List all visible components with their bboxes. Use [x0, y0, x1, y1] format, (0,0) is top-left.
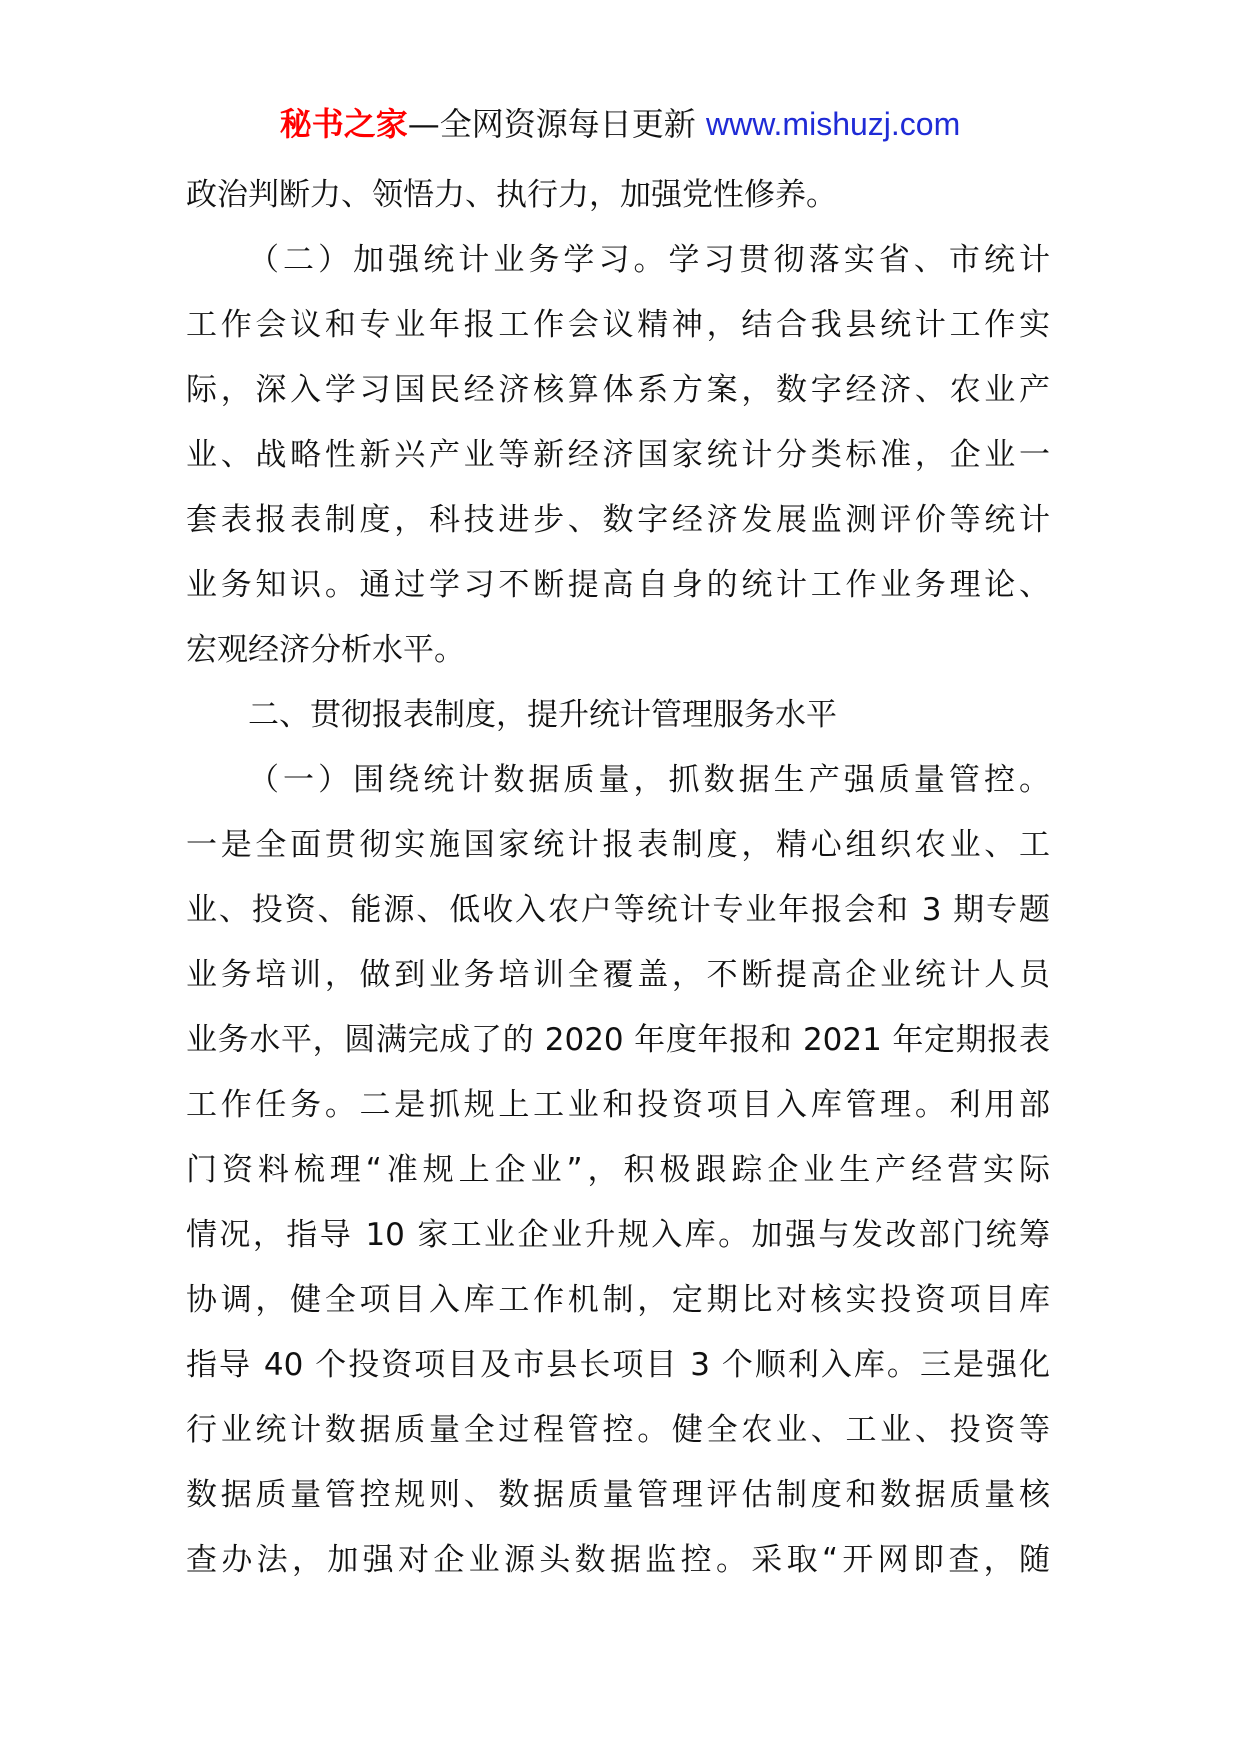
text-line: 门资料梳理“准规上企业”，积极跟踪企业生产经营实际: [186, 1152, 1050, 1188]
text-line: 际，深入学习国民经济核算体系方案，数字经济、农业产: [186, 372, 1050, 408]
text-line: 业、战略性新兴产业等新经济国家统计分类标准，企业一: [186, 437, 1050, 473]
text-line: （一）围绕统计数据质量，抓数据生产强质量管控。: [248, 762, 1050, 798]
text-line: 工作任务。二是抓规上工业和投资项目入库管理。利用部: [186, 1087, 1050, 1123]
text-line: 业务知识。通过学习不断提高自身的统计工作业务理论、: [186, 567, 1050, 603]
text-line: 一是全面贯彻实施国家统计报表制度，精心组织农业、工: [186, 827, 1050, 863]
brand-name: 秘书之家: [279, 105, 408, 143]
text-line: 套表报表制度，科技进步、数字经济发展监测评价等统计: [186, 502, 1050, 538]
text-line: 政治判断力、领悟力、执行力，加强党性修养。: [186, 177, 837, 213]
document-body: [186, 163, 1050, 1593]
text-line: 行业统计数据质量全过程管控。健全农业、工业、投资等: [186, 1412, 1050, 1448]
text-line: 二、贯彻报表制度，提升统计管理服务水平: [248, 697, 837, 733]
header-tagline: —全网资源每日更新: [407, 105, 696, 143]
text-line: 数据质量管控规则、数据质量管理评估制度和数据质量核: [186, 1477, 1050, 1513]
text-line: 协调，健全项目入库工作机制，定期比对核实投资项目库: [186, 1282, 1050, 1318]
text-line: 业务培训，做到业务培训全覆盖，不断提高企业统计人员: [186, 957, 1050, 993]
text-line: 指导 40 个投资项目及市县长项目 3 个顺利入库。三是强化: [186, 1347, 1050, 1383]
text-line: 宏观经济分析水平。: [186, 632, 465, 668]
page-header: [0, 104, 1240, 144]
text-line: （二）加强统计业务学习。学习贯彻落实省、市统计: [248, 242, 1050, 278]
text-line: 查办法，加强对企业源头数据监控。采取“开网即查，随: [186, 1542, 1050, 1578]
text-line: 业务水平，圆满完成了的 2020 年度年报和 2021 年定期报表: [186, 1022, 1050, 1058]
text-line: 情况，指导 10 家工业企业升规入库。加强与发改部门统筹: [186, 1217, 1050, 1253]
website-link[interactable]: www.mishuzj.com: [705, 106, 961, 142]
text-line: 业、投资、能源、低收入农户等统计专业年报会和 3 期专题: [186, 892, 1050, 928]
text-line: 工作会议和专业年报工作会议精神，结合我县统计工作实: [186, 307, 1050, 343]
